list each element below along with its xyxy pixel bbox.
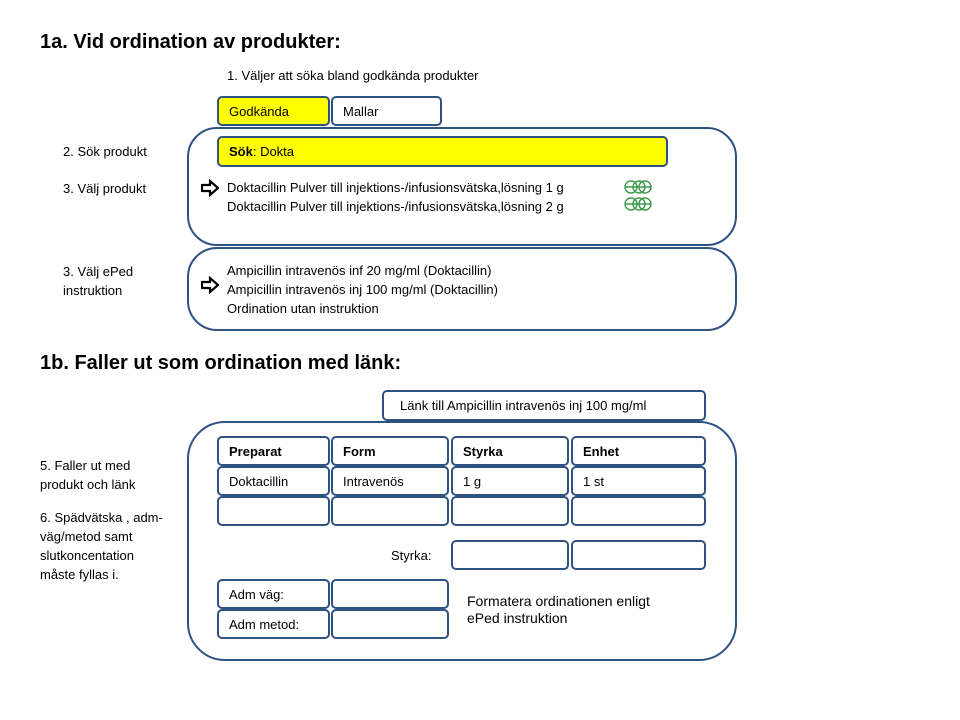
final-strength-input[interactable] xyxy=(451,540,569,570)
adm-metod-label-box xyxy=(217,609,330,639)
instruction-item[interactable]: Ampicillin intravenös inj 100 mg/ml (Doktacillin) xyxy=(227,282,498,297)
adm-metod-input[interactable] xyxy=(331,609,449,639)
step6-label-line1: 6. Spädvätska , adm- xyxy=(40,510,163,525)
cell-form-value: Intravenös xyxy=(343,473,404,489)
diluent-styrka-input[interactable] xyxy=(451,496,569,526)
arrow-right-icon xyxy=(201,179,219,197)
header-form xyxy=(331,436,449,466)
instruction-item[interactable]: Ampicillin intravenös inf 20 mg/ml (Doktacillin) xyxy=(227,263,492,278)
step1-label: 1. Väljer att söka bland godkända produkter xyxy=(227,68,479,83)
arrow-right-icon xyxy=(201,276,219,294)
step5-label-line2: produkt och länk xyxy=(40,477,136,492)
cell-preparat[interactable] xyxy=(217,466,330,496)
diluent-enhet-input[interactable] xyxy=(571,496,706,526)
section-1a-title: 1a. Vid ordination av produkter: xyxy=(40,31,341,53)
tab-mallar-label: Mallar xyxy=(343,103,379,119)
product-item-2g[interactable]: Doktacillin Pulver till injektions-/infusionsvätska,lösning 2 g xyxy=(227,199,564,214)
step6-label-line4: måste fyllas i. xyxy=(40,567,119,582)
cell-styrka[interactable] xyxy=(451,466,569,496)
header-form-label: Form xyxy=(343,443,376,459)
step3-eped-label-line2: instruktion xyxy=(63,283,123,298)
header-enhet-label: Enhet xyxy=(583,443,620,459)
approved-product-icon xyxy=(624,197,652,216)
adm-vag-label-box xyxy=(217,579,330,609)
search-label: Sök xyxy=(229,144,253,159)
tab-godkanda-label: Godkända xyxy=(229,103,289,119)
step3-product-label: 3. Välj produkt xyxy=(63,181,147,196)
diluent-preparat-input[interactable] xyxy=(217,496,330,526)
step5-label-line1: 5. Faller ut med xyxy=(40,458,131,473)
cell-styrka-value: 1 g xyxy=(463,473,482,489)
tab-mallar[interactable] xyxy=(331,96,442,126)
instruction-item[interactable]: Ordination utan instruktion xyxy=(227,301,379,316)
cell-enhet[interactable] xyxy=(571,466,706,496)
header-preparat-label: Preparat xyxy=(229,443,282,459)
format-note-line1: Formatera ordinationen enligt xyxy=(467,593,650,609)
step6-label-line2: väg/metod samt xyxy=(40,529,133,544)
section-1b-title: 1b. Faller ut som ordination med länk: xyxy=(40,352,402,374)
eped-link[interactable] xyxy=(382,390,706,421)
adm-vag-input[interactable] xyxy=(331,579,449,609)
adm-metod-label: Adm metod: xyxy=(229,616,300,632)
tab-godkanda[interactable] xyxy=(217,96,330,126)
cell-preparat-value: Doktacillin xyxy=(229,473,289,489)
cell-form[interactable] xyxy=(331,466,449,496)
header-preparat xyxy=(217,436,330,466)
header-enhet xyxy=(571,436,706,466)
final-strength-unit-input[interactable] xyxy=(571,540,706,570)
final-strength-label: Styrka: xyxy=(391,548,432,563)
step2-label: 2. Sök produkt xyxy=(63,144,147,159)
search-value: : Dokta xyxy=(252,144,295,159)
step6-label-line3: slutkoncentation xyxy=(40,548,134,563)
header-styrka-label: Styrka xyxy=(463,443,503,459)
eped-link-label: Länk till Ampicillin intravenös inj 100 mg/ml xyxy=(400,398,647,413)
cell-enhet-value: 1 st xyxy=(583,473,604,489)
diluent-form-input[interactable] xyxy=(331,496,449,526)
search-input[interactable] xyxy=(217,136,668,167)
header-styrka xyxy=(451,436,569,466)
step3-eped-label-line1: 3. Välj ePed xyxy=(63,264,134,279)
product-item-1g[interactable]: Doktacillin Pulver till injektions-/infusionsvätska,lösning 1 g xyxy=(227,180,564,195)
format-note-line2: ePed instruktion xyxy=(467,610,568,626)
adm-vag-label: Adm väg: xyxy=(229,586,284,602)
